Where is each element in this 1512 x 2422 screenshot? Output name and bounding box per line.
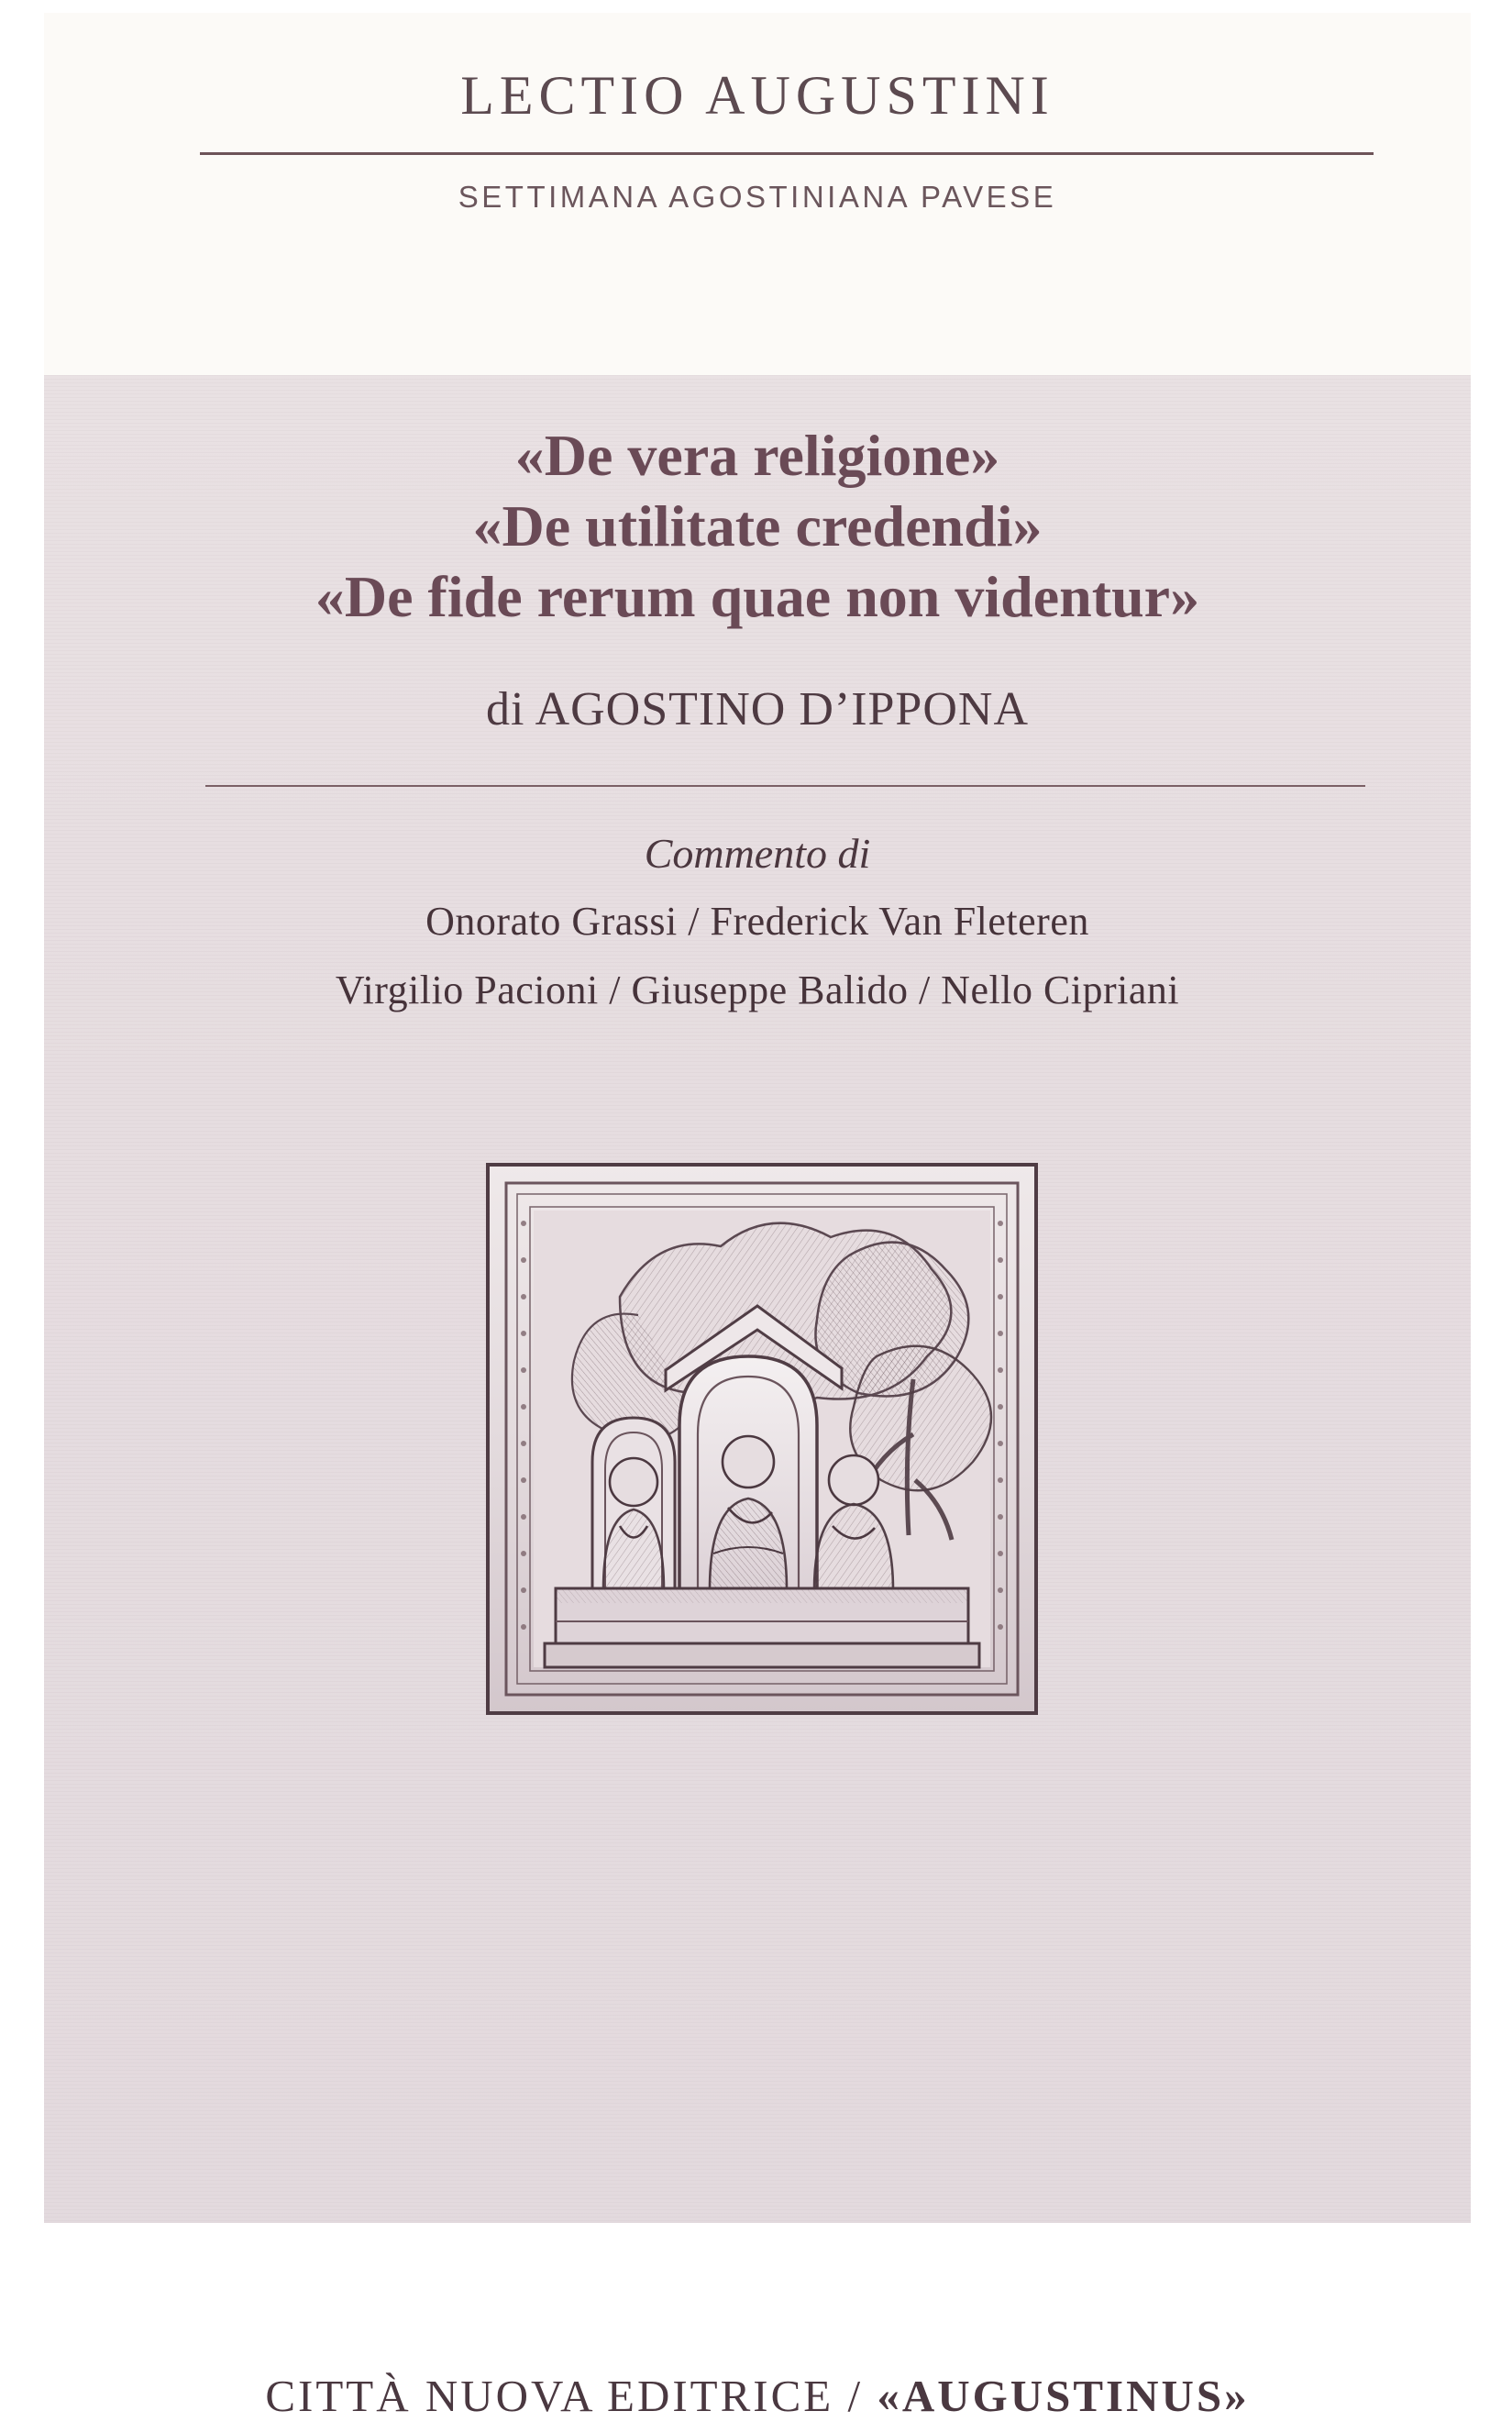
series-subtitle: SETTIMANA AGOSTINIANA PAVESE: [458, 180, 1057, 214]
medieval-relief-engraving-icon: [482, 1159, 1042, 1719]
book-title-line-1: «De vera religione»: [514, 423, 1000, 488]
series-divider-rule: [200, 152, 1374, 155]
series-title: LECTIO AUGUSTINI: [460, 65, 1054, 126]
cover-page: [44, 13, 1471, 2421]
contributors-line-2: Virgilio Pacioni / Giuseppe Balido / Nello Cipriani: [335, 968, 1180, 1012]
book-author: di AGOSTINO D’IPPONA: [485, 683, 1030, 735]
publisher-line: [44, 2370, 1471, 2422]
contributors-line-1: Onorato Grassi / Frederick Van Fleteren: [425, 899, 1089, 944]
book-title-line-2: «De utilitate credendi»: [472, 492, 1043, 558]
publisher-name: CITTÀ NUOVA EDITRICE /: [265, 2371, 877, 2421]
title-divider-rule: [205, 785, 1365, 787]
book-title-block: [44, 421, 1471, 632]
book-title-line-3: «De fide rerum quae non videntur»: [315, 563, 1200, 629]
commentary-label: Commento di: [644, 830, 871, 877]
publisher-imprint: «AUGUSTINUS»: [877, 2371, 1250, 2421]
cover-body: [44, 375, 1471, 2421]
series-band: [44, 13, 1471, 375]
illustration-container: [438, 1150, 1080, 1755]
